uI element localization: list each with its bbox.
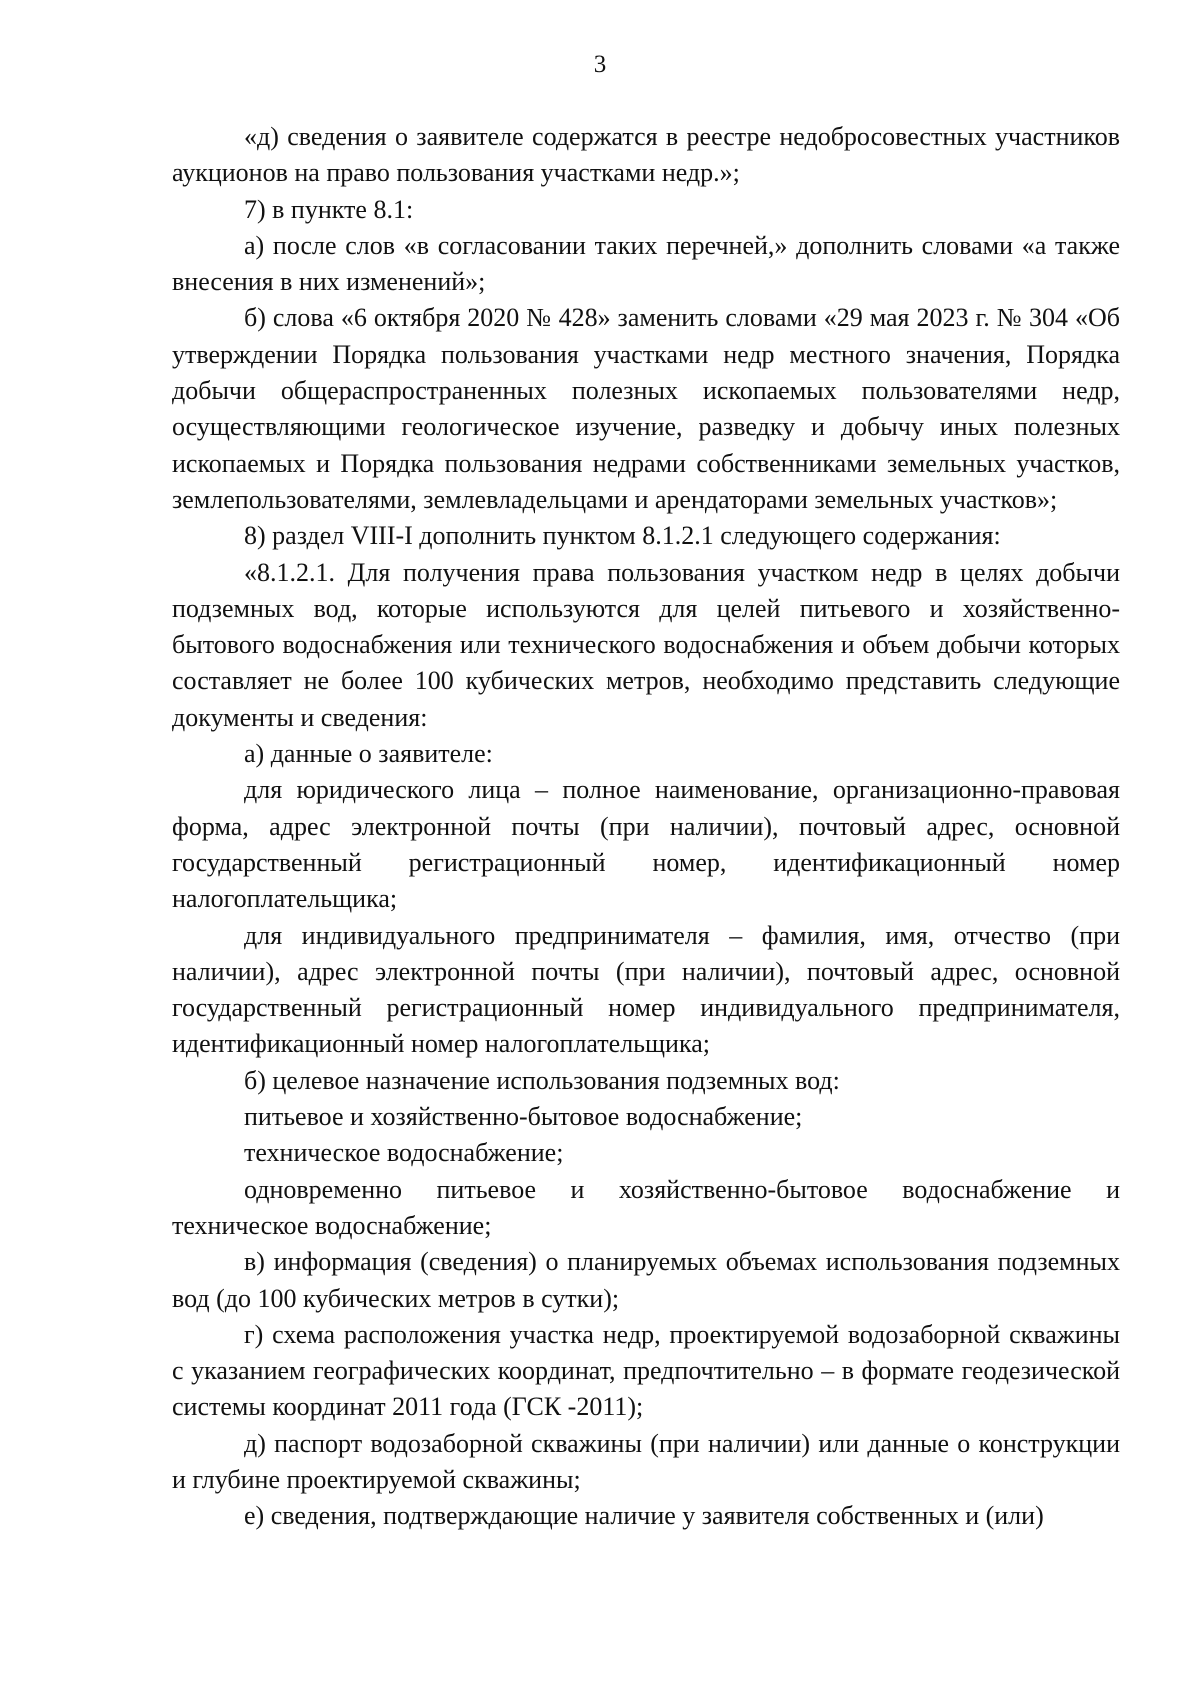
paragraph-ownership-evidence: е) сведения, подтверждающие наличие у заявителя собственных и (или) (244, 1501, 1044, 1531)
paragraph-point-7a: а) после слов «в согласовании таких перечней,» дополнить словами «а также внесения в них изменений»; (172, 230, 1120, 297)
paragraph-purpose-technical: техническое водоснабжение; (244, 1138, 564, 1168)
paragraph-point-8: 8) раздел VIII-I дополнить пунктом 8.1.2.1 следующего содержания: (244, 521, 1001, 551)
paragraph-location-scheme: г) схема расположения участка недр, проектируемой водозаборной скважины с указанием географических координат, предпочтительно – в формате геодезической системы координат 2011 года (ГСК -2011); (172, 1319, 1120, 1422)
document-body (172, 119, 1120, 1535)
paragraph-purpose: б) целевое назначение использования подземных вод: (244, 1065, 840, 1095)
paragraph-purpose-combined: одновременно питьевое и хозяйственно-бытовое водоснабжение и техническое водоснабжение; (172, 1174, 1120, 1240)
paragraph-applicant-data: а) данные о заявителе: (244, 739, 493, 769)
paragraph-point-7: 7) в пункте 8.1: (244, 194, 414, 224)
paragraph-clause-8-1-2-1: «8.1.2.1. Для получения права пользования участком недр в целях добычи подземных вод, которые используются для целей питьевого и хозяйственно-бытового водоснабжения или технического водоснабжения и объем добычи которых составляет не более 100 кубических метров, необходимо представить следующие документы и сведения: (172, 557, 1120, 732)
paragraph-legal-entity: для юридического лица – полное наименование, организационно-правовая форма, адрес электронной почты (при наличии), почтовый адрес, основной государственный регистрационный номер, идентификационный номер налогоплательщика; (172, 775, 1120, 914)
paragraph-item-d-registry: «д) сведения о заявителе содержатся в реестре недобросовестных участников аукционов на право пользования участками недр.»; (172, 122, 1120, 188)
paragraph-well-passport: д) паспорт водозаборной скважины (при наличии) или данные о конструкции и глубине проектируемой скважины; (172, 1428, 1120, 1494)
paragraph-volumes: в) информация (сведения) о планируемых объемах использования подземных вод (до 100 кубических метров в сутки); (172, 1247, 1120, 1313)
paragraph-sole-proprietor: для индивидуального предпринимателя – фамилия, имя, отчество (при наличии), адрес электронной почты (при наличии), почтовый адрес, основной государственный регистрационный номер индивидуального предпринимателя, идентификационный номер налогоплательщика; (172, 920, 1120, 1059)
paragraph-point-7b: б) слова «6 октября 2020 № 428» заменить словами «29 мая 2023 г. № 304 «Об утверждении Порядка пользования участками недр местного значения, Порядка добычи общераспространенных полезных ископаемых пользователями недр, осуществляющими геологическое изучение, разведку и добычу иных полезных ископаемых и Порядка пользования недрами собственниками земельных участков, землепользователями, землевладельцами и арендаторами земельных участков»; (172, 303, 1120, 514)
page-number: 3 (593, 51, 607, 78)
paragraph-purpose-drinking: питьевое и хозяйственно-бытовое водоснабжение; (244, 1102, 803, 1132)
